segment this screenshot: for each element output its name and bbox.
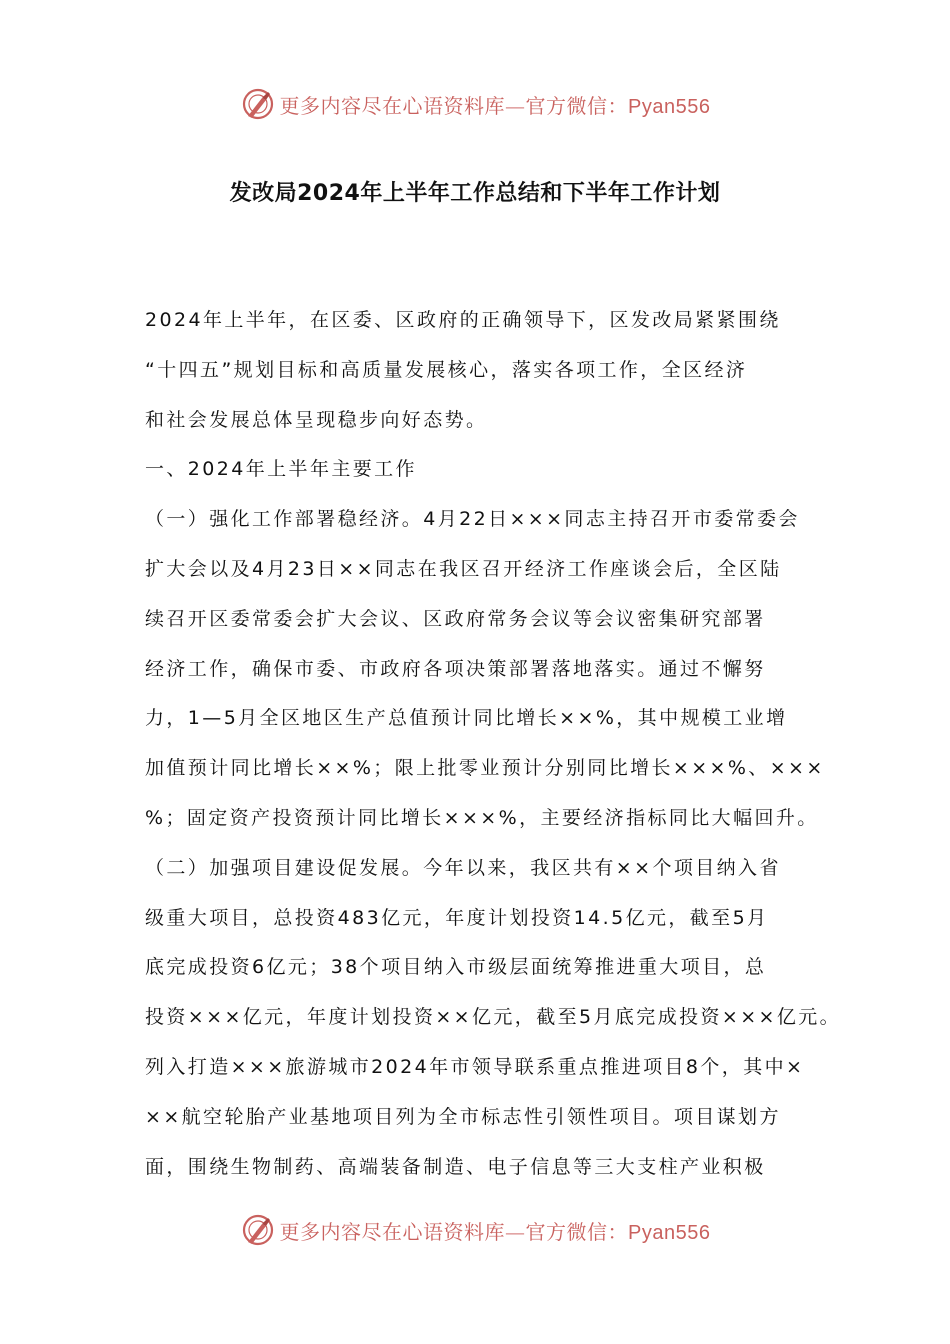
body-line: 和社会发展总体呈现稳步向好态势。 bbox=[145, 408, 488, 431]
pen-logo-icon bbox=[240, 1212, 276, 1248]
body-line: ××航空轮胎产业基地项目列为全市标志性引领性项目。项目谋划方 bbox=[145, 1105, 781, 1128]
body-line: 列入打造×××旅游城市2024年市领导联系重点推进项目8个，其中× bbox=[145, 1055, 805, 1078]
section-heading: 一、2024年上半年主要工作 bbox=[145, 458, 417, 481]
body-line: %；固定资产投资预计同比增长×××%，主要经济指标同比大幅回升。 bbox=[145, 806, 819, 829]
body-line: 扩大会以及4月23日××同志在我区召开经济工作座谈会后，全区陆 bbox=[145, 557, 782, 580]
body-line: 底完成投资6亿元；38个项目纳入市级层面统筹推进重大项目，总 bbox=[145, 956, 767, 979]
document-body bbox=[145, 296, 842, 1192]
body-line: 级重大项目，总投资483亿元，年度计划投资14.5亿元，截至5月 bbox=[145, 906, 769, 929]
watermark-text: 更多内容尽在心语资料库—官方微信：Pyan556 bbox=[279, 93, 711, 118]
body-line: 面，围绕生物制药、高端装备制造、电子信息等三大支柱产业积极 bbox=[145, 1155, 766, 1178]
body-line: （一）强化工作部署稳经济。4月22日×××同志主持召开市委常委会 bbox=[145, 508, 800, 531]
body-line: 2024年上半年，在区委、区政府的正确领导下，区发改局紧紧围绕 bbox=[145, 309, 781, 331]
watermark-banner-bottom bbox=[0, 1208, 950, 1252]
document-title: 发改局2024年上半年工作总结和下半年工作计划 bbox=[229, 181, 721, 206]
pen-logo-icon bbox=[240, 86, 276, 122]
body-line: “十四五”规划目标和高质量发展核心，落实各项工作，全区经济 bbox=[145, 358, 748, 381]
body-line: （二）加强项目建设促发展。今年以来，我区共有××个项目纳入省 bbox=[145, 856, 781, 879]
body-line: 续召开区委常委会扩大会议、区政府常务会议等会议密集研究部署 bbox=[145, 607, 766, 630]
body-line: 力，1—5月全区地区生产总值预计同比增长××%，其中规模工业增 bbox=[145, 707, 788, 730]
body-line: 经济工作，确保市委、市政府各项决策部署落地落实。通过不懈努 bbox=[145, 657, 766, 680]
watermark-text: 更多内容尽在心语资料库—官方微信：Pyan556 bbox=[279, 1219, 711, 1244]
body-line: 投资×××亿元，年度计划投资××亿元，截至5月底完成投资×××亿元。 bbox=[145, 1006, 842, 1029]
watermark-banner-top bbox=[0, 82, 950, 126]
body-line: 加值预计同比增长××%；限上批零业预计分别同比增长×××%、××× bbox=[145, 757, 825, 780]
